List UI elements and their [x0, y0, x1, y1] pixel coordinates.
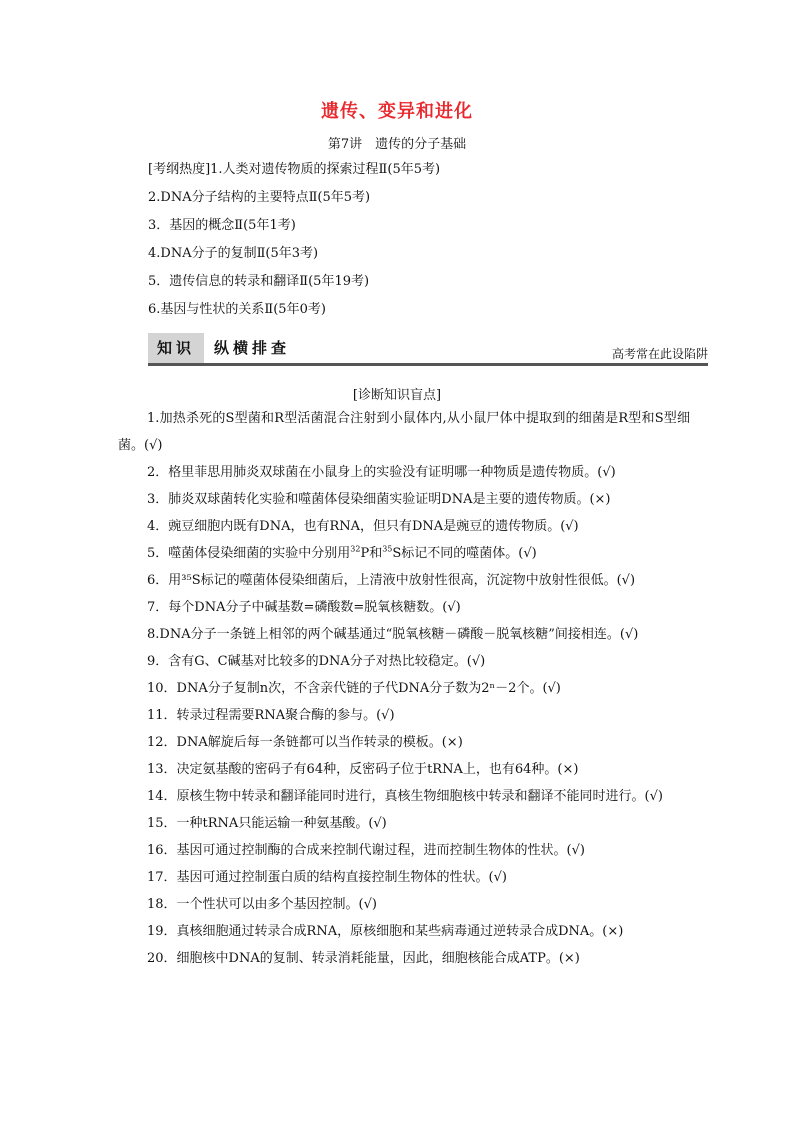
statement-list	[118, 405, 690, 972]
isotope-superscript: 32	[350, 544, 361, 554]
syllabus-item: 2.DNA分子结构的主要特点Ⅱ(5年5考)	[148, 190, 371, 205]
list-item: 14．原核生物中转录和翻译能同时进行，真核生物细胞核中转录和翻译不能同时进行。(√)	[147, 789, 663, 804]
list-item	[118, 540, 690, 567]
list-item: 13．决定氨基酸的密码子有64种，反密码子位于tRNA上，也有64种。(×)	[147, 762, 579, 777]
list-item: 20．细胞核中DNA的复制、转录消耗能量，因此，细胞核能合成ATP。(×)	[147, 951, 580, 966]
list-item: 8.DNA分子一条链上相邻的两个碱基通过“脱氧核糖－磷酸－脱氧核糖”间接相连。(√)	[147, 627, 639, 642]
item-text: S标记不同的噬菌体。(√)	[392, 546, 537, 561]
banner-label-block: 知识	[148, 333, 204, 363]
section-heading: [诊断知识盲点]	[352, 388, 442, 403]
syllabus-item: [考纲热度]1.人类对遗传物质的探索过程Ⅱ(5年5考)	[148, 162, 441, 177]
list-item: 11．转录过程需要RNA聚合酶的参与。(√)	[147, 708, 395, 723]
list-item: 10．DNA分子复制n次，不含亲代链的子代DNA分子数为2ⁿ－2个。(√)	[147, 681, 561, 696]
syllabus-item: 5．遗传信息的转录和翻译Ⅱ(5年19考)	[148, 274, 370, 289]
list-item: 6．用³⁵S标记的噬菌体侵染细菌后，上清液中放射性很高，沉淀物中放射性很低。(√)	[147, 573, 636, 588]
syllabus-item: 3．基因的概念Ⅱ(5年1考)	[148, 218, 296, 233]
syllabus-item: 6.基因与性状的关系Ⅱ(5年0考)	[148, 302, 326, 317]
banner-note: 高考常在此设陷阱	[611, 347, 708, 361]
list-item: 16．基因可通过控制酶的合成来控制代谢过程，进而控制生物体的性状。(√)	[147, 843, 585, 858]
list-item: 4．豌豆细胞内既有DNA，也有RNA，但只有DNA是豌豆的遗传物质。(√)	[147, 519, 579, 534]
list-item: 17．基因可通过控制蛋白质的结构直接控制生物体的性状。(√)	[147, 870, 507, 885]
item-text: 5．噬菌体侵染细菌的实验中分别用	[147, 546, 351, 561]
lecture-subtitle: 第7讲 遗传的分子基础	[327, 137, 467, 152]
section-banner	[148, 333, 708, 366]
banner-heading: 纵横排查	[214, 339, 291, 357]
banner-rule	[148, 363, 708, 366]
list-item: 19．真核细胞通过转录合成RNA，原核细胞和某些病毒通过逆转录合成DNA。(×)	[147, 924, 624, 939]
list-item: 12．DNA解旋后每一条链都可以当作转录的模板。(×)	[147, 735, 463, 750]
page-title: 遗传、变异和进化	[321, 101, 473, 122]
syllabus-item: 4.DNA分子的复制Ⅱ(5年3考)	[148, 246, 319, 261]
isotope-superscript: 35	[382, 544, 393, 554]
syllabus-list	[148, 158, 708, 326]
list-item: 2．格里菲思用肺炎双球菌在小鼠身上的实验没有证明哪一种物质是遗传物质。(√)	[147, 465, 616, 480]
list-item: 15．一种tRNA只能运输一种氨基酸。(√)	[147, 816, 387, 831]
list-item: 9．含有G、C碱基对比较多的DNA分子对热比较稳定。(√)	[147, 654, 486, 669]
list-item: 7．每个DNA分子中碱基数=磷酸数=脱氧核糖数。(√)	[147, 600, 461, 615]
list-item: 3．肺炎双球菌转化实验和噬菌体侵染细菌实验证明DNA是主要的遗传物质。(×)	[147, 492, 611, 507]
list-item: 1.加热杀死的S型菌和R型活菌混合注射到小鼠体内,从小鼠尸体中提取到的细菌是R型和S型细菌。(√)	[118, 411, 690, 453]
item-text: P和	[360, 546, 383, 561]
list-item: 18．一个性状可以由多个基因控制。(√)	[147, 897, 377, 912]
